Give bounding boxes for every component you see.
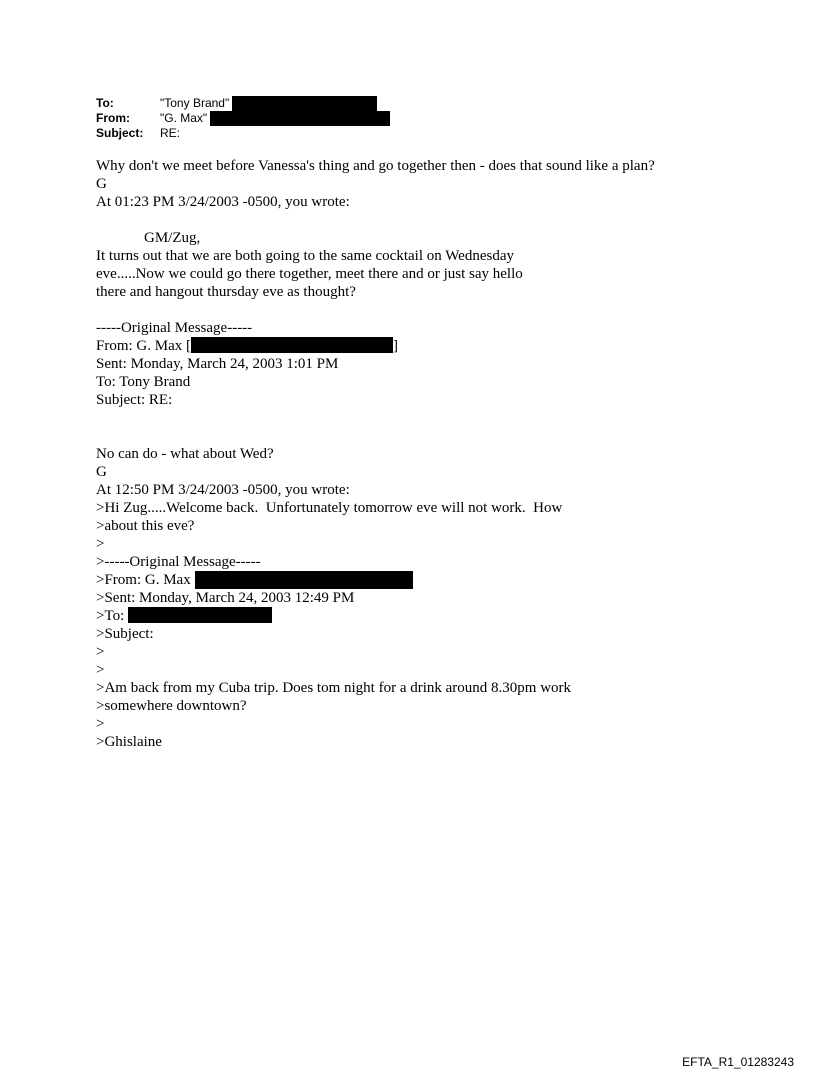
from-close: ] (393, 338, 398, 354)
body-line: >Subject: (96, 626, 154, 642)
from-text: >From: G. Max (96, 572, 191, 588)
body-line: eve.....Now we could go there together, meet there and or just say hello (96, 266, 523, 282)
body-line: Why don't we meet before Vanessa's thing and go together then - does that sound like a plan? (96, 158, 655, 174)
redaction-box (191, 337, 393, 353)
from-text: From: G. Max [ (96, 338, 191, 354)
redaction-box (128, 607, 272, 623)
body-line: >-----Original Message----- (96, 554, 261, 570)
to-row (96, 96, 390, 111)
body-line: > (96, 644, 105, 660)
subject-value: RE: (160, 126, 181, 140)
body-line: >somewhere downtown? (96, 698, 247, 714)
blank-line (96, 409, 746, 427)
email-header (96, 96, 390, 141)
body-line: To: Tony Brand (96, 374, 191, 390)
body-line (96, 571, 746, 589)
body-line: >Ghislaine (96, 734, 162, 750)
body-line: > (96, 716, 105, 732)
from-label: From: (96, 111, 130, 125)
to-text: >To: (96, 608, 125, 624)
subject-label: Subject: (96, 126, 144, 140)
document-id: EFTA_R1_01283243 (682, 1055, 794, 1069)
redaction-box (195, 571, 413, 589)
subject-row (96, 126, 390, 141)
blank-line (96, 211, 746, 229)
body-line: Sent: Monday, March 24, 2003 1:01 PM (96, 356, 339, 372)
body-line: G (96, 176, 107, 192)
body-line: > (96, 536, 105, 552)
body-line: At 12:50 PM 3/24/2003 -0500, you wrote: (96, 482, 350, 498)
body-line: >Am back from my Cuba trip. Does tom night for a drink around 8.30pm work (96, 680, 572, 696)
body-line: No can do - what about Wed? (96, 446, 274, 462)
body-line: > (96, 662, 105, 678)
email-body (96, 157, 746, 751)
blank-line (96, 301, 746, 319)
redaction-box (210, 111, 390, 126)
blank-line (96, 427, 746, 445)
body-line: G (96, 464, 107, 480)
body-line: -----Original Message----- (96, 320, 253, 336)
redaction-box (232, 96, 377, 111)
body-line: It turns out that we are both going to the same cocktail on Wednesday (96, 248, 514, 264)
to-label: To: (96, 96, 114, 110)
to-value: "Tony Brand" (160, 96, 230, 110)
body-line: Subject: RE: (96, 392, 173, 408)
body-line: there and hangout thursday eve as thought? (96, 284, 356, 300)
from-value: "G. Max" (160, 111, 208, 125)
body-line: >Hi Zug.....Welcome back. Unfortunately tomorrow eve will not work. How (96, 500, 563, 516)
body-line: GM/Zug, (144, 230, 201, 246)
body-line: >Sent: Monday, March 24, 2003 12:49 PM (96, 590, 355, 606)
body-line (96, 337, 746, 355)
body-line: >about this eve? (96, 518, 195, 534)
body-line (96, 607, 746, 625)
from-row (96, 111, 390, 126)
body-line: At 01:23 PM 3/24/2003 -0500, you wrote: (96, 194, 350, 210)
